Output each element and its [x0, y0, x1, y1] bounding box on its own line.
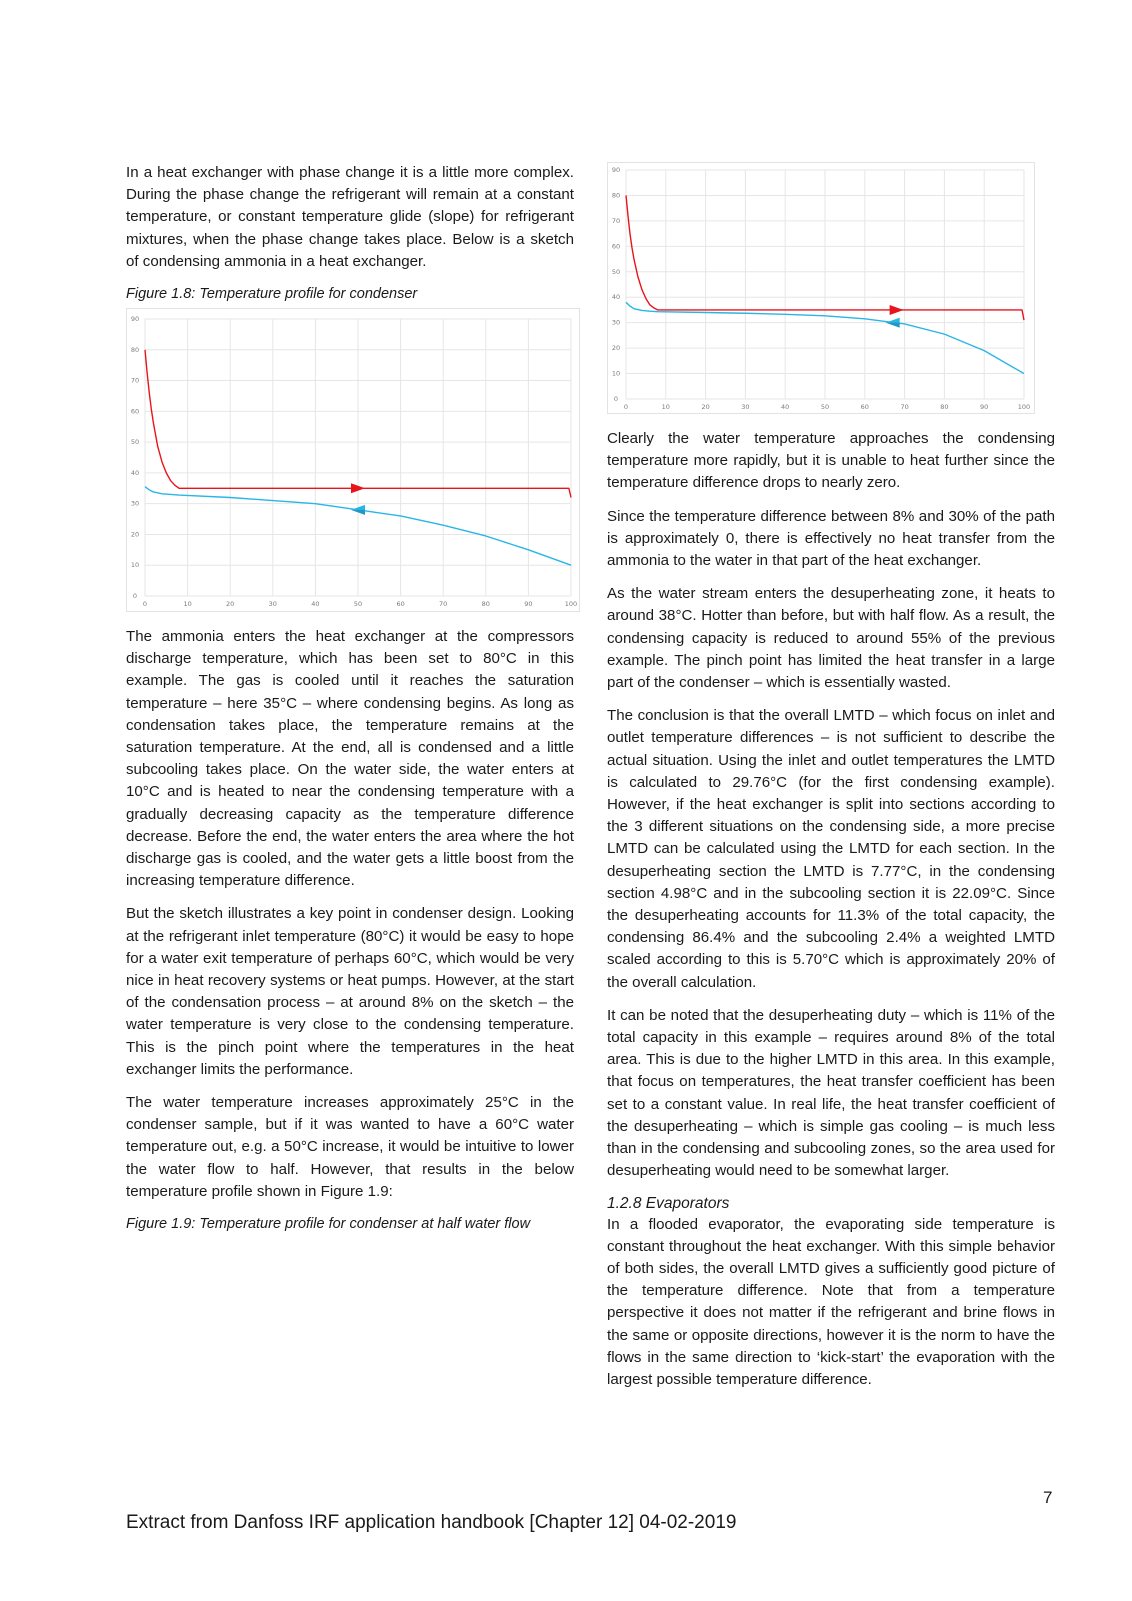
x-tick-label: 20 — [701, 403, 710, 411]
y-tick-label: 70 — [130, 376, 140, 385]
x-tick-label: 60 — [860, 403, 869, 411]
y-tick-label: 70 — [611, 216, 621, 225]
y-tick-label: 40 — [130, 468, 140, 477]
x-tick-label: 90 — [980, 403, 989, 411]
x-tick-label: 70 — [439, 600, 448, 609]
x-tick-label: 80 — [940, 403, 949, 411]
y-tick-label: 80 — [130, 345, 140, 354]
left-column — [126, 162, 578, 1238]
y-tick-label: 20 — [611, 344, 621, 353]
chart-condenser — [126, 308, 580, 612]
paragraph: Clearly the water temperature approaches the condensing temperature more rapidly, but it is unable to heat further since the temperature difference drops to nearly zero. — [607, 430, 1055, 492]
y-tick-label: 20 — [130, 530, 140, 539]
x-tick-label: 10 — [183, 600, 192, 609]
footer: Extract from Danfoss IRF application handbook [Chapter 12] 04-02-2019 — [126, 1512, 737, 1533]
x-tick-label: 30 — [741, 403, 750, 411]
y-tick-label: 90 — [611, 166, 621, 174]
paragraph: Since the temperature difference between 8% and 30% of the path is approximately 0, there is effectively no heat transfer from the ammonia to the water in that part of the heat exchanger. — [607, 507, 1055, 570]
x-tick-label: 50 — [820, 403, 830, 411]
x-tick-label: 20 — [226, 600, 235, 609]
paragraph: But the sketch illustrates a key point in condenser design. Looking at the refrigerant inlet temperature (80°C) it would be easy to hope for a water exit temperature of perhaps 60°C, which would be very nice in heat recovery systems or heat pumps. However, at the start of the condensation process – at around 8% on the sketch – the water temperature is very close to the condensing temperature. This is the pinch point where the temperatures in the heat exchanger limits the performance. — [126, 905, 574, 1078]
y-tick-label: 80 — [611, 191, 621, 200]
y-tick-label: 0 — [613, 395, 619, 403]
x-tick-label: 70 — [900, 403, 909, 411]
chart-condenser-half-flow — [607, 162, 1035, 414]
figure-caption: Figure 1.8: Temperature profile for condenser — [126, 286, 418, 303]
x-tick-label: 60 — [396, 600, 405, 609]
y-tick-label: 90 — [130, 315, 140, 324]
x-tick-label: 90 — [524, 600, 533, 609]
paragraph: In a heat exchanger with phase change it is a little more complex. During the phase change the refrigerant will remain at a constant temperature, or constant temperature glide (slope) for refrigerant mixtures, when the phase change takes place. Below is a sketch of condensing ammonia in a heat exchanger. — [126, 164, 574, 270]
paragraph: As the water stream enters the desuperheating zone, it heats to around 38°C. Hotter than before, but with half flow. As a result, the condensing capacity is reduced to around 55% of the previous example. The pinch point has limited the heat transfer in a large part of the condenser – which is essentially wasted. — [607, 585, 1055, 692]
page-number: 7 — [1043, 1488, 1053, 1507]
x-tick-label: 40 — [781, 403, 790, 411]
y-tick-label: 30 — [611, 318, 621, 327]
y-tick-label: 0 — [132, 592, 138, 601]
section-heading: 1.2.8 Evaporators — [607, 1194, 730, 1212]
arrow-shade — [886, 323, 900, 328]
arrow-right-icon — [890, 305, 904, 315]
y-tick-label: 50 — [130, 438, 140, 447]
y-tick-label: 40 — [611, 293, 621, 302]
x-tick-label: 0 — [623, 403, 629, 411]
chart-condenser-svg — [127, 309, 579, 611]
x-tick-label: 0 — [142, 600, 148, 609]
x-tick-label: 80 — [481, 600, 490, 609]
paragraph: The conclusion is that the overall LMTD – which focus on inlet and outlet temperature differences – is not sufficient to describe the actual situation. Using the inlet and outlet temperatures the LMTD is calculated to 29.76°C (for the first condensing example). However, if the heat exchanger is split into sections according to the 3 different situations on the condensing side, a more precise LMTD can be calculated using the LMTD for each section. In the desuperheating section the LMTD is 7.77°C, in the condensing section 4.98°C and in the subcooling section it is 22.09°C. Since the desuperheating accounts for 11.3% of the total capacity, the condensing 86.4% and the subcooling 2.4% a weighted LMTD scaled according to this is 5.70°C which is approximately 20% of the overall calculation. — [607, 707, 1055, 991]
x-tick-label: 100 — [564, 600, 578, 609]
x-tick-label: 30 — [268, 600, 277, 609]
paragraph: In a flooded evaporator, the evaporating side temperature is constant throughout the heat exchanger. With this simple behavior of both sides, the overall LMTD gives a sufficiently good picture of the temperature difference. Note that from a temperature perspective it does not matter if the refrigerant and brine flows in the same or opposite directions, however it is the norm to have the flows in the same direction to ‘kick-start’ the evaporation with the largest possible temperature difference. — [607, 1215, 1055, 1388]
paragraph: It can be noted that the desuperheating duty – which is 11% of the total capacity in this example – requires around 8% of the total area. This is due to the higher LMTD in this area. In this example, that focus on temperatures, the heat transfer coefficient has been set to a constant value. In real life, the heat transfer coefficient of the desuperheating – which is simple gas cooling – is much less than in the condensing and subcooling zones, so the area used for desuperheating would need to be somewhat larger. — [607, 1006, 1055, 1180]
y-tick-label: 50 — [611, 267, 621, 276]
y-tick-label: 10 — [130, 561, 140, 570]
y-tick-label: 10 — [611, 369, 621, 378]
x-tick-label: 50 — [353, 600, 363, 609]
y-tick-label: 60 — [611, 242, 621, 251]
paragraph: The ammonia enters the heat exchanger at the compressors discharge temperature, which has been set to 80°C in this example. The gas is cooled until it reaches the saturation temperature – here 35°C – where condensing begins. As long as condensation takes place, the temperature remains at the saturation temperature. At the end, all is condensed and a little subcooling takes place. On the water side, the water enters at 10°C and is heated to near the condensing temperature with a gradually decreasing capacity as the temperature difference decrease. Before the end, the water enters the area where the hot discharge gas is cooled, and the water gets a little boost from the increasing temperature difference. — [126, 628, 574, 890]
x-tick-label: 10 — [661, 403, 670, 411]
x-tick-label: 40 — [311, 600, 320, 609]
paragraph: The water temperature increases approximately 25°C in the condenser sample, but if it was wanted to have a 60°C water temperature out, e.g. a 50°C increase, it would be intuitive to lower the water flow to half. However, that results in the below temperature profile shown in Figure 1.9: — [126, 1094, 574, 1200]
y-tick-label: 30 — [130, 499, 140, 508]
chart-condenser-half-flow-svg — [608, 163, 1034, 413]
right-column — [607, 162, 1055, 1402]
figure-caption: Figure 1.9: Temperature profile for condenser at half water flow — [126, 1216, 531, 1233]
y-tick-label: 60 — [130, 407, 140, 416]
x-tick-label: 100 — [1017, 403, 1031, 411]
